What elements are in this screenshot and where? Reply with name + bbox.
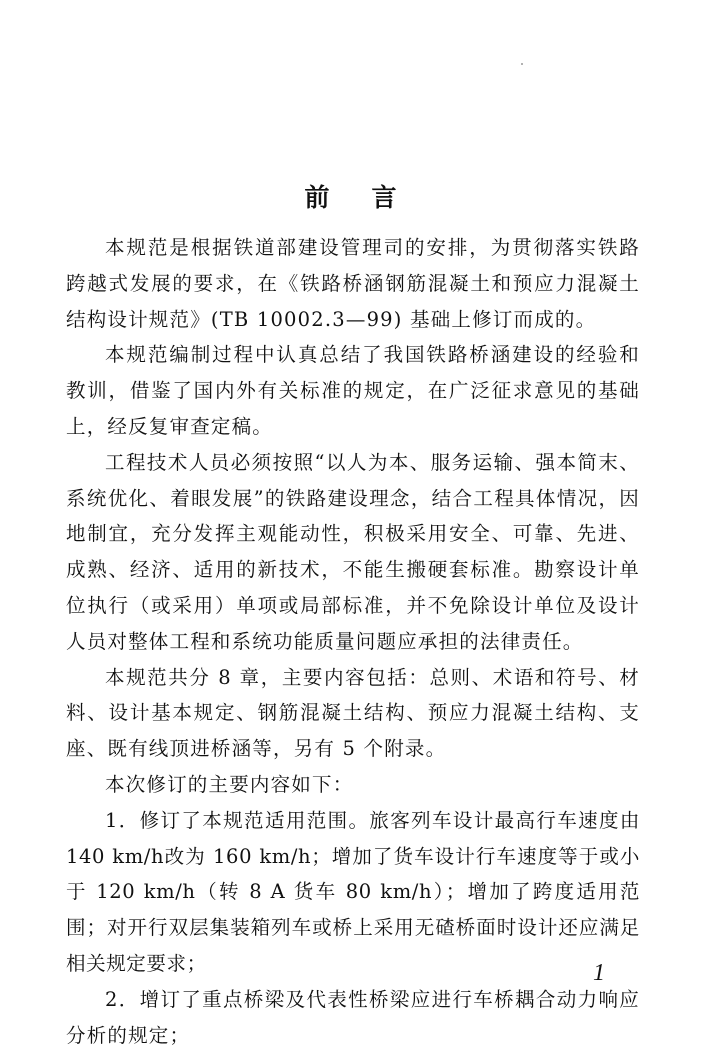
body-text: [66, 230, 640, 1053]
paragraph-revision-1: 1．修订了本规范适用范围。旅客列车设计最高行车速度由 140 km/h改为 160 km/h；增加了货车设计行车速度等于或小于 120 km/h（转 8 A 货车 80 km/h）；增加了跨度适用范围；对开行双层集装箱列车或桥上采用无碴桥面时设计还应满足相关规定要求；: [66, 808, 640, 975]
page-title: 前言: [304, 183, 439, 212]
scan-speck: [521, 63, 523, 65]
paragraph-compilation: 本规范编制过程中认真总结了我国铁路桥涵建设的经验和教训，借鉴了国内外有关标准的规定，在广泛征求意见的基础上，经反复审查定稿。: [66, 343, 640, 438]
page-number: 1: [593, 960, 605, 986]
paragraph-engineers: 工程技术人员必须按照“以人为本、服务运输、强本简末、系统优化、着眼发展”的铁路建设理念，结合工程具体情况，因地制宜，充分发挥主观能动性，积极采用安全、可靠、先进、成熟、经济、适用的新技术，不能生搬硬套标准。勘察设计单位执行（或采用）单项或局部标准，并不免除设计单位及设计人员对整体工程和系统功能质量问题应承担的法律责任。: [66, 450, 640, 653]
paragraph-intro: 本规范是根据铁道部建设管理司的安排，为贯彻落实铁路跨越式发展的要求，在《铁路桥涵钢筋混凝土和预应力混凝土结构设计规范》(TB 10002.3—99) 基础上修订而成的。: [66, 236, 640, 331]
paragraph-revision-intro: 本次修订的主要内容如下：: [105, 772, 354, 796]
paragraph-revision-2: 2．增订了重点桥梁及代表性桥梁应进行车桥耦合动力响应分析的规定；: [66, 987, 640, 1047]
paragraph-chapters: 本规范共分 8 章，主要内容包括：总则、术语和符号、材料、设计基本规定、钢筋混凝土结构、预应力混凝土结构、支座、既有线顶进桥涵等，另有 5 个附录。: [66, 665, 640, 761]
